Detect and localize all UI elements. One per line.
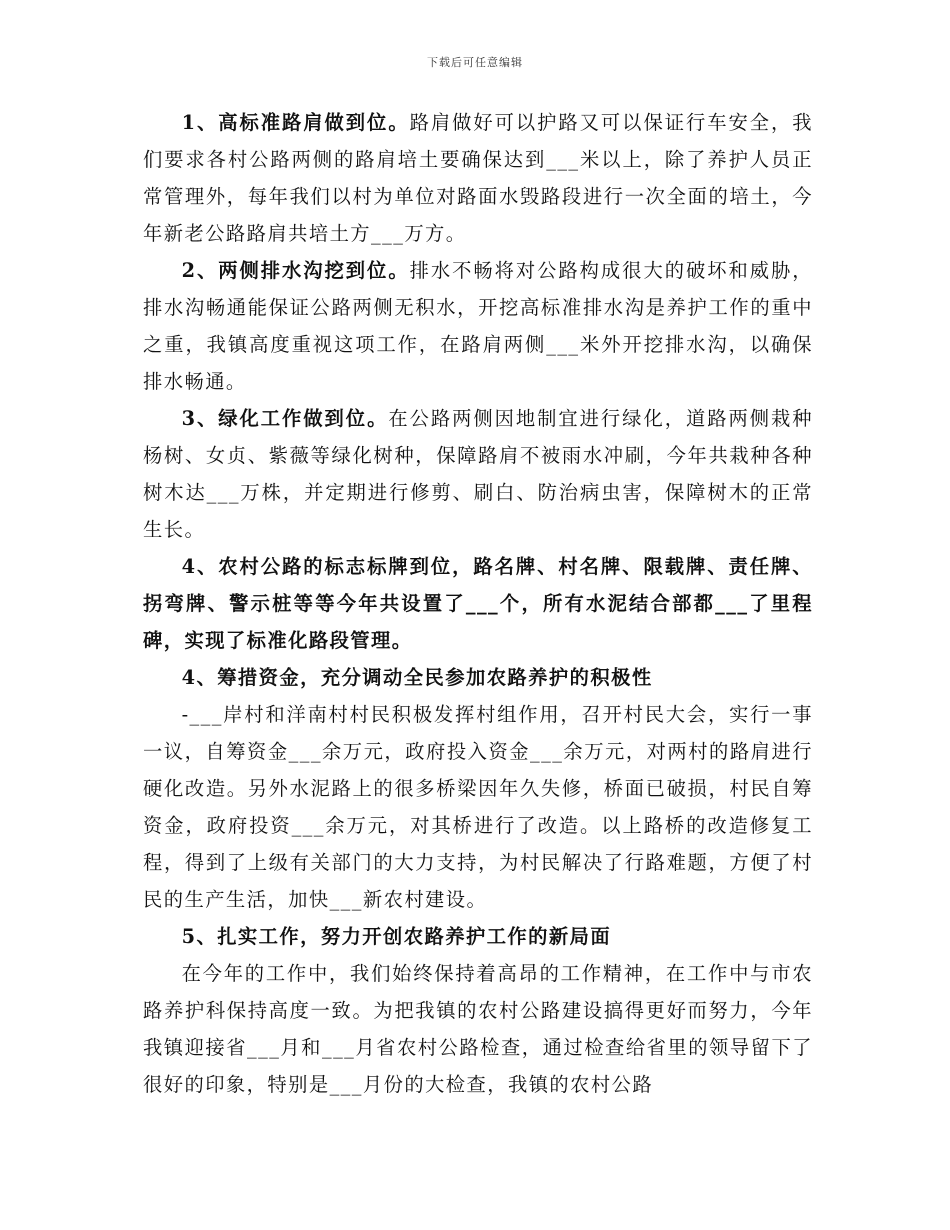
paragraph-inspection <box>143 955 813 1103</box>
paragraph-heading: 2、两侧排水沟挖到位。 <box>181 259 410 282</box>
section-heading-text: 5、扎实工作，努力开创农路养护工作的新局面 <box>181 925 612 948</box>
document-body <box>143 104 813 1103</box>
paragraph-heading: 1、高标准路肩做到位。 <box>181 111 410 134</box>
section-heading-funding <box>143 659 813 696</box>
section-heading-new-situation <box>143 918 813 955</box>
paragraph-text: 排水不畅将对公路构成很大的破坏和威胁，排水沟畅通能保证公路两侧无积水，开挖高标准排水沟是养护工作的重中之重，我镇高度重视这项工作，在路肩两侧___米外开挖排水沟，以确保排水畅通。 <box>143 259 813 393</box>
paragraph-text: 在公路两侧因地制宜进行绿化，道路两侧栽种杨树、女贞、紫薇等绿化树种，保障路肩不被雨水冲刷，今年共栽种各种树木达___万株，并定期进行修剪、刷白、防治病虫害，保障树木的正常生长。 <box>143 407 813 541</box>
paragraph-text: -___岸村和洋南村村民积极发挥村组作用，召开村民大会，实行一事一议，自筹资金___余万元，政府投入资金___余万元，对两村的路肩进行硬化改造。另外水泥路上的很多桥梁因年久失修，桥面已破损，村民自筹资金，政府投资___余万元，对其桥进行了改造。以上路桥的改造修复工程，得到了上级有关部门的大力支持，为村民解决了行路难题，方便了村民的生产生活，加快___新农村建设。 <box>143 703 813 911</box>
paragraph-heading: 4、农村公路的标志标牌到位，路名牌、村名牌、限载牌、责任牌、拐弯牌、警示桩等等今年共设置了___个，所有水泥结合部都___了里程碑，实现了标准化路段管理。 <box>143 555 813 652</box>
paragraph-greening <box>143 400 813 548</box>
paragraph-road-shoulder <box>143 104 813 252</box>
paragraph-text: 在今年的工作中，我们始终保持着高昂的工作精神，在工作中与市农路养护科保持高度一致。为把我镇的农村公路建设搞得更好而努力，今年我镇迎接省___月和___月省农村公路检查，通过检查给省里的领导留下了很好的印象，特别是___月份的大检查，我镇的农村公路 <box>143 962 813 1096</box>
paragraph-text: 路肩做好可以护路又可以保证行车安全，我们要求各村公路两侧的路肩培土要确保达到___米以上，除了养护人员正常管理外，每年我们以村为单位对路面水毁路段进行一次全面的培土，今年新老公路路肩共培土方___万方。 <box>143 111 813 245</box>
page-header-note: 下载后可任意编辑 <box>427 56 523 69</box>
paragraph-heading: 3、绿化工作做到位。 <box>181 407 389 430</box>
paragraph-road-signs <box>143 548 813 659</box>
paragraph-funding <box>143 696 813 918</box>
paragraph-drainage-ditch <box>143 252 813 400</box>
section-heading-text: 4、筹措资金，充分调动全民参加农路养护的积极性 <box>181 666 653 689</box>
